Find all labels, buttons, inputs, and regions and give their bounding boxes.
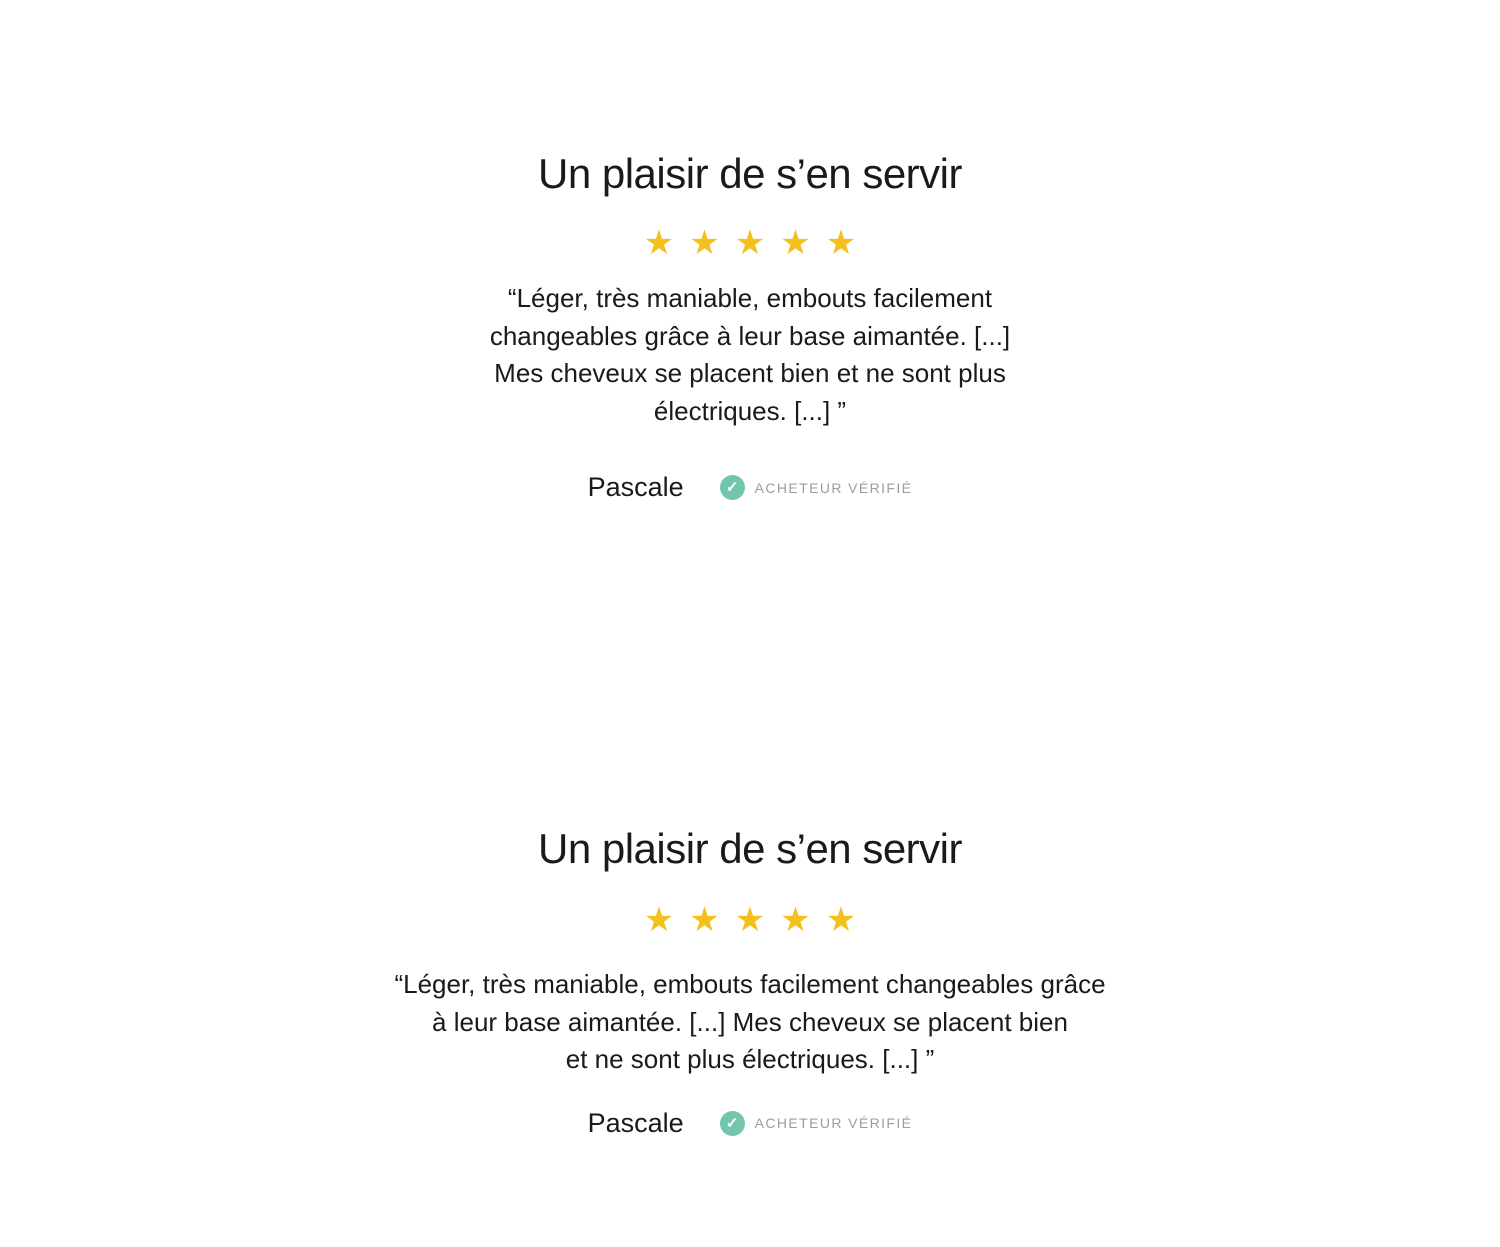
- check-icon: ✓: [720, 475, 745, 500]
- quote-line: “Léger, très maniable, embouts facilement: [507, 283, 993, 313]
- quote-line: Mes cheveux se placent bien et ne sont plus: [494, 358, 1006, 388]
- star-icon: ★: [780, 224, 826, 262]
- star-icon: ★: [643, 224, 690, 262]
- verified-buyer-label: ACHETEUR VÉRIFIÉ: [754, 479, 913, 496]
- star-rating: [0, 903, 1500, 937]
- check-icon: ✓: [720, 1111, 745, 1136]
- star-icon: ★: [825, 901, 872, 939]
- review-title: Un plaisir de s’en servir: [538, 825, 962, 872]
- star-icon: ★: [689, 901, 735, 939]
- review-card: [0, 823, 1500, 1139]
- review-quote: [0, 966, 1500, 1079]
- verified-buyer-label: ACHETEUR VÉRIFIÉ: [754, 1115, 913, 1131]
- verified-buyer-badge: [720, 1111, 913, 1136]
- quote-line: à leur base aimantée. [...] Mes cheveux se placent bien: [432, 1006, 1068, 1037]
- quote-line: “Léger, très maniable, embouts facilement changeables grâce: [394, 969, 1106, 999]
- author-name: Pascale: [587, 1107, 684, 1138]
- quote-line: électriques. [...] ”: [653, 395, 847, 426]
- review-author-row: [0, 472, 1500, 503]
- review-card: [0, 148, 1500, 503]
- star-icon: ★: [825, 224, 872, 262]
- star-rating: [0, 226, 1500, 260]
- verified-buyer-badge: [720, 475, 913, 500]
- star-icon: ★: [734, 224, 781, 262]
- review-title: Un plaisir de s’en servir: [538, 150, 962, 197]
- star-icon: ★: [643, 901, 690, 939]
- star-icon: ★: [734, 901, 781, 939]
- review-quote: [0, 280, 1500, 430]
- review-author-row: [0, 1108, 1500, 1139]
- star-icon: ★: [780, 901, 826, 939]
- quote-line: et ne sont plus électriques. [...] ”: [565, 1044, 935, 1074]
- quote-line: changeables grâce à leur base aimantée. [...]: [489, 320, 1011, 351]
- author-name: Pascale: [587, 472, 684, 502]
- star-icon: ★: [689, 224, 735, 262]
